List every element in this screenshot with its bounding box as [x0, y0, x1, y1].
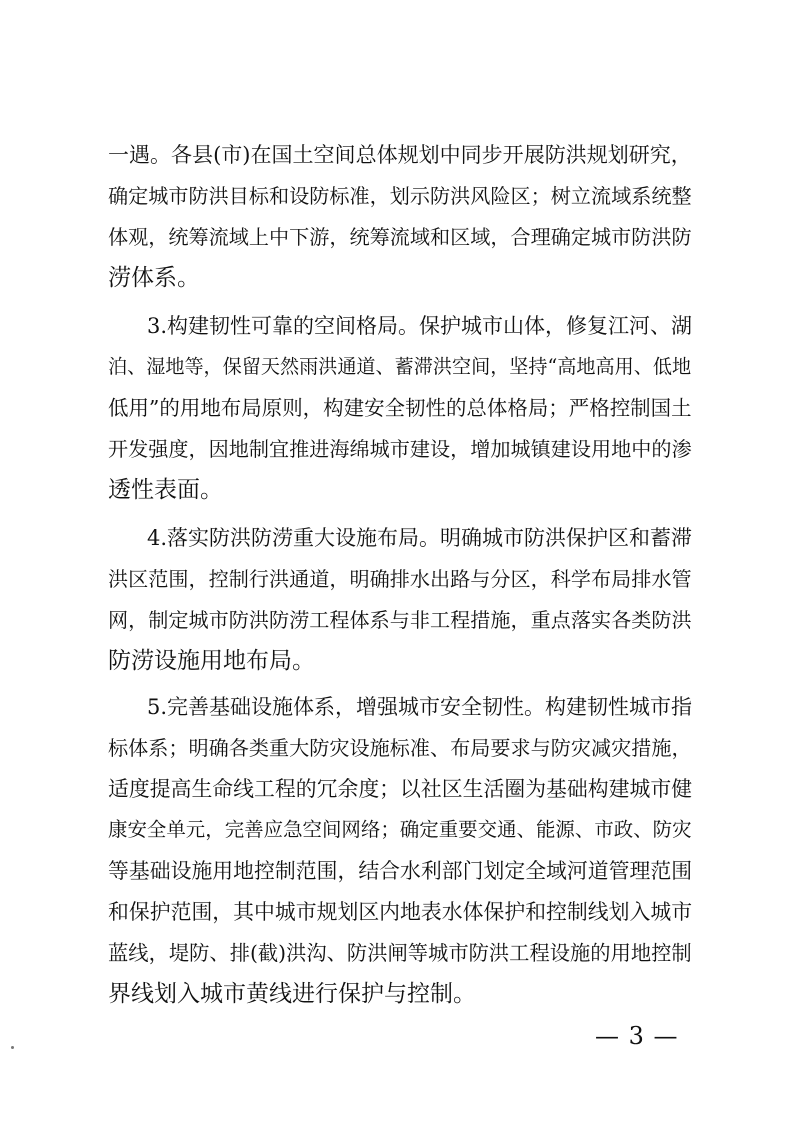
- paragraph-heading-line: 3.构建韧性可靠的空间格局。保护城市山体，修复江河、湖: [147, 314, 693, 338]
- text-line: 透性表面。: [108, 477, 223, 503]
- text-line: 一遇。各县(市)在国土空间总体规划中同步开展防洪规划研究，: [108, 142, 692, 167]
- text-line: 泊、湿地等，保留天然雨洪通道、蓄滞洪空间，坚持“高地高用、低地: [108, 355, 692, 378]
- text-line: 开发强度，因地制宜推进海绵城市建设，增加城镇建设用地中的渗: [108, 437, 692, 461]
- text-line: 低用”的用地布局原则，构建安全韧性的总体格局；严格控制国土: [108, 396, 692, 420]
- text-line: 康安全单元，完善应急空间网络；确定重要交通、能源、市政、防灾: [108, 818, 692, 841]
- text-line: 洪区范围，控制行洪通道，明确排水出路与分区，科学布局排水管: [108, 567, 692, 591]
- text-line: 标体系；明确各类重大防灾设施标准、布局要求与防灾减灾措施，: [108, 736, 692, 760]
- text-line: 界线划入城市黄线进行保护与控制。: [108, 981, 476, 1007]
- text-line: 体观，统筹流域上中下游，统筹流域和区域，合理确定城市防洪防: [108, 225, 692, 249]
- page-number: — 3 —: [595, 1022, 679, 1050]
- text-line: 确定城市防洪目标和设防标准，划示防洪风险区；树立流域系统整: [108, 184, 692, 208]
- text-line: 等基础设施用地控制范围，结合水利部门划定全域河道管理范围: [108, 859, 693, 883]
- text-line: 涝体系。: [108, 265, 200, 291]
- text-line: 防涝设施用地布局。: [108, 648, 315, 674]
- text-line: 适度提高生命线工程的冗余度；以社区生活圈为基础构建城市健: [108, 777, 693, 801]
- paragraph-heading-line: 5.完善基础设施体系，增强城市安全韧性。构建韧性城市指: [147, 695, 693, 719]
- text-line: 蓝线，堤防、排(截)洪沟、防洪闸等城市防洪工程设施的用地控制: [108, 941, 692, 965]
- text-line: 和保护范围，其中城市规划区内地表水体保护和控制线划入城市: [108, 900, 693, 924]
- paragraph-heading-line: 4.落实防洪防涝重大设施布局。明确城市防洪保护区和蓄滞: [147, 526, 693, 550]
- scan-speck: [11, 1046, 14, 1049]
- text-line: 网，制定城市防洪防涝工程体系与非工程措施，重点落实各类防洪: [108, 608, 692, 632]
